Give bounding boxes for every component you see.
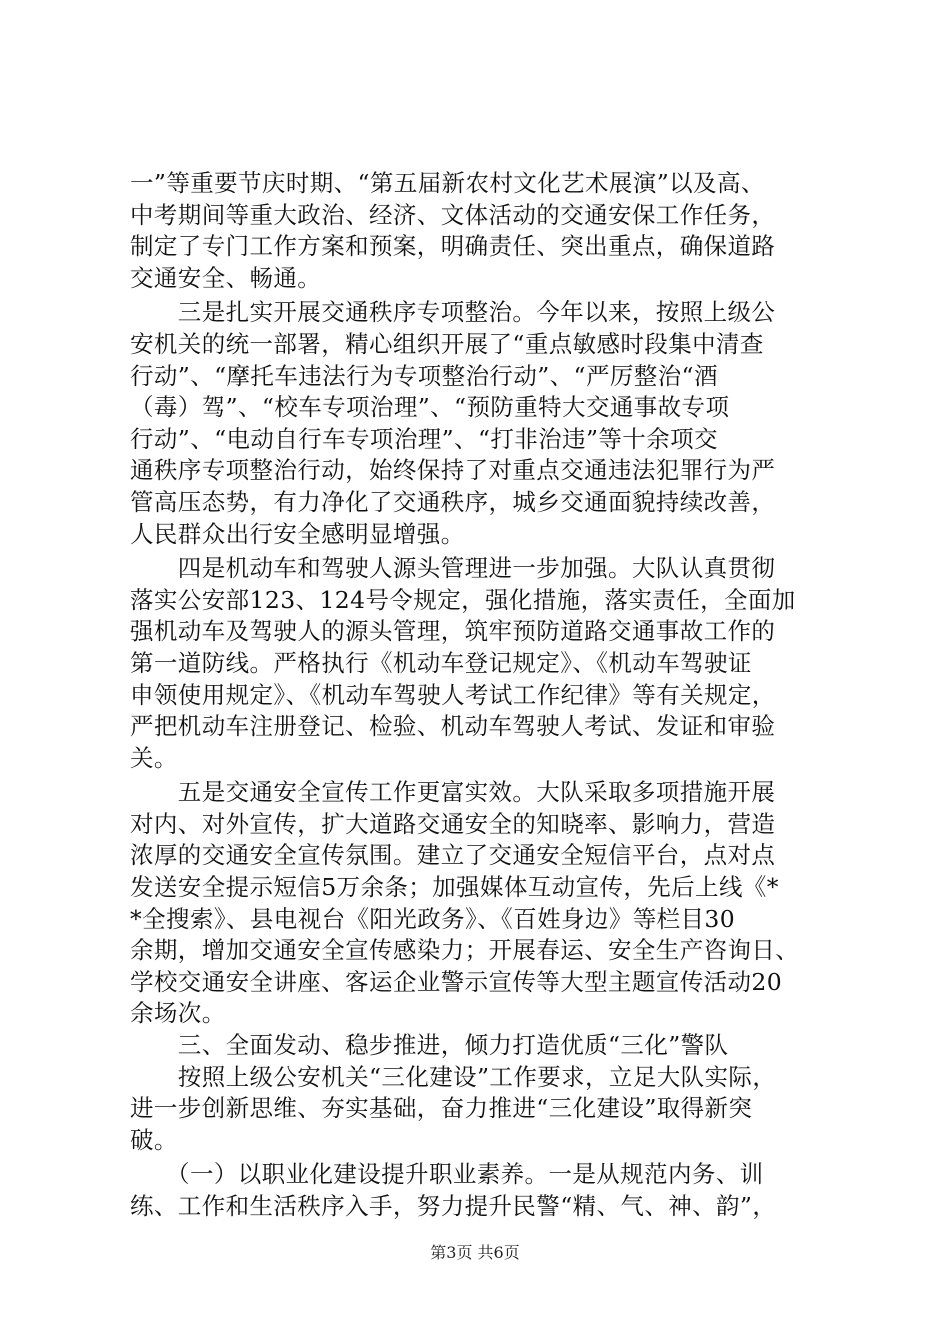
text-line: 行动”、“摩托车违法行为专项整治行动”、“严厉整治“酒 bbox=[130, 361, 718, 390]
text-line: 中考期间等重大政治、经济、文体活动的交通安保工作任务， bbox=[130, 200, 776, 229]
text-line: 五是交通安全宣传工作更富实效。大队采取多项措施开展 bbox=[130, 778, 776, 807]
text-line: 发送安全提示短信5万余条；加强媒体互动宣传，先后上线《* bbox=[130, 873, 779, 902]
text-line: 练、工作和生活秩序入手，努力提升民警“精、气、神、韵”， bbox=[130, 1192, 777, 1220]
text-line: 安机关的统一部署，精心组织开展了“重点敏感时段集中清查 bbox=[130, 329, 764, 358]
text-line: 一”等重要节庆时期、“第五届新农村文化艺术展演”以及高、 bbox=[130, 169, 765, 197]
text-line: 浓厚的交通安全宣传氛围。建立了交通安全短信平台，点对点 bbox=[130, 841, 776, 870]
text-line: 四是机动车和驾驶人源头管理进一步加强。大队认真贯彻 bbox=[130, 554, 776, 583]
text-line: 三是扎实开展交通秩序专项整治。今年以来，按照上级公 bbox=[130, 298, 776, 327]
text-line: 按照上级公安机关“三化建设”工作要求，立足大队实际， bbox=[130, 1062, 777, 1091]
text-line: 申领使用规定》、《机动车驾驶人考试工作纪律》等有关规定， bbox=[130, 680, 776, 709]
text-line: 第一道防线。严格执行《机动车登记规定》、《机动车驾驶证 bbox=[130, 648, 752, 677]
text-line: 强机动车及驾驶人的源头管理，筑牢预防道路交通事故工作的 bbox=[130, 617, 776, 646]
text-line: 余期，增加交通安全宣传感染力；开展春运、安全生产咨询日、 bbox=[130, 936, 800, 965]
text-line: *全搜索》、县电视台《阳光政务》、《百姓身边》等栏目30 bbox=[130, 904, 736, 933]
text-line: 通秩序专项整治行动，始终保持了对重点交通违法犯罪行为严 bbox=[130, 456, 776, 485]
text-line: 行动”、“电动自行车专项治理”、“打非治违”等十余项交 bbox=[130, 424, 718, 453]
section-heading: 三、全面发动、稳步推进，倾力打造优质“三化”警队 bbox=[130, 1031, 729, 1060]
text-line: （毒）驾”、“校车专项治理”、“预防重特大交通事故专项 bbox=[130, 393, 730, 422]
text-line: 对内、对外宣传，扩大道路交通安全的知晓率、影响力，营造 bbox=[130, 809, 776, 838]
text-line: 人民群众出行安全感明显增强。 bbox=[130, 519, 465, 548]
text-line: 交通安全、畅通。 bbox=[130, 263, 322, 292]
page-number-footer: 第3页 共6页 bbox=[430, 1243, 520, 1262]
text-line: 学校交通安全讲座、客运企业警示宣传等大型主题宣传活动20 bbox=[130, 967, 783, 996]
text-line: 破。 bbox=[130, 1125, 178, 1154]
text-line: （一）以职业化建设提升职业素养。一是从规范内务、训 bbox=[130, 1160, 764, 1189]
text-line: 余场次。 bbox=[130, 999, 226, 1028]
text-line: 制定了专门工作方案和预案，明确责任、突出重点，确保道路 bbox=[130, 232, 776, 261]
document-body bbox=[130, 168, 850, 1223]
text-line: 进一步创新思维、夯实基础，奋力推进“三化建设”取得新突 bbox=[130, 1094, 753, 1123]
text-line: 管高压态势，有力净化了交通秩序，城乡交通面貌持续改善， bbox=[130, 487, 776, 516]
text-line: 关。 bbox=[130, 743, 178, 772]
text-line: 严把机动车注册登记、检验、机动车驾驶人考试、发证和审验 bbox=[130, 712, 776, 741]
text-line: 落实公安部123、124号令规定，强化措施，落实责任，全面加 bbox=[130, 585, 796, 614]
